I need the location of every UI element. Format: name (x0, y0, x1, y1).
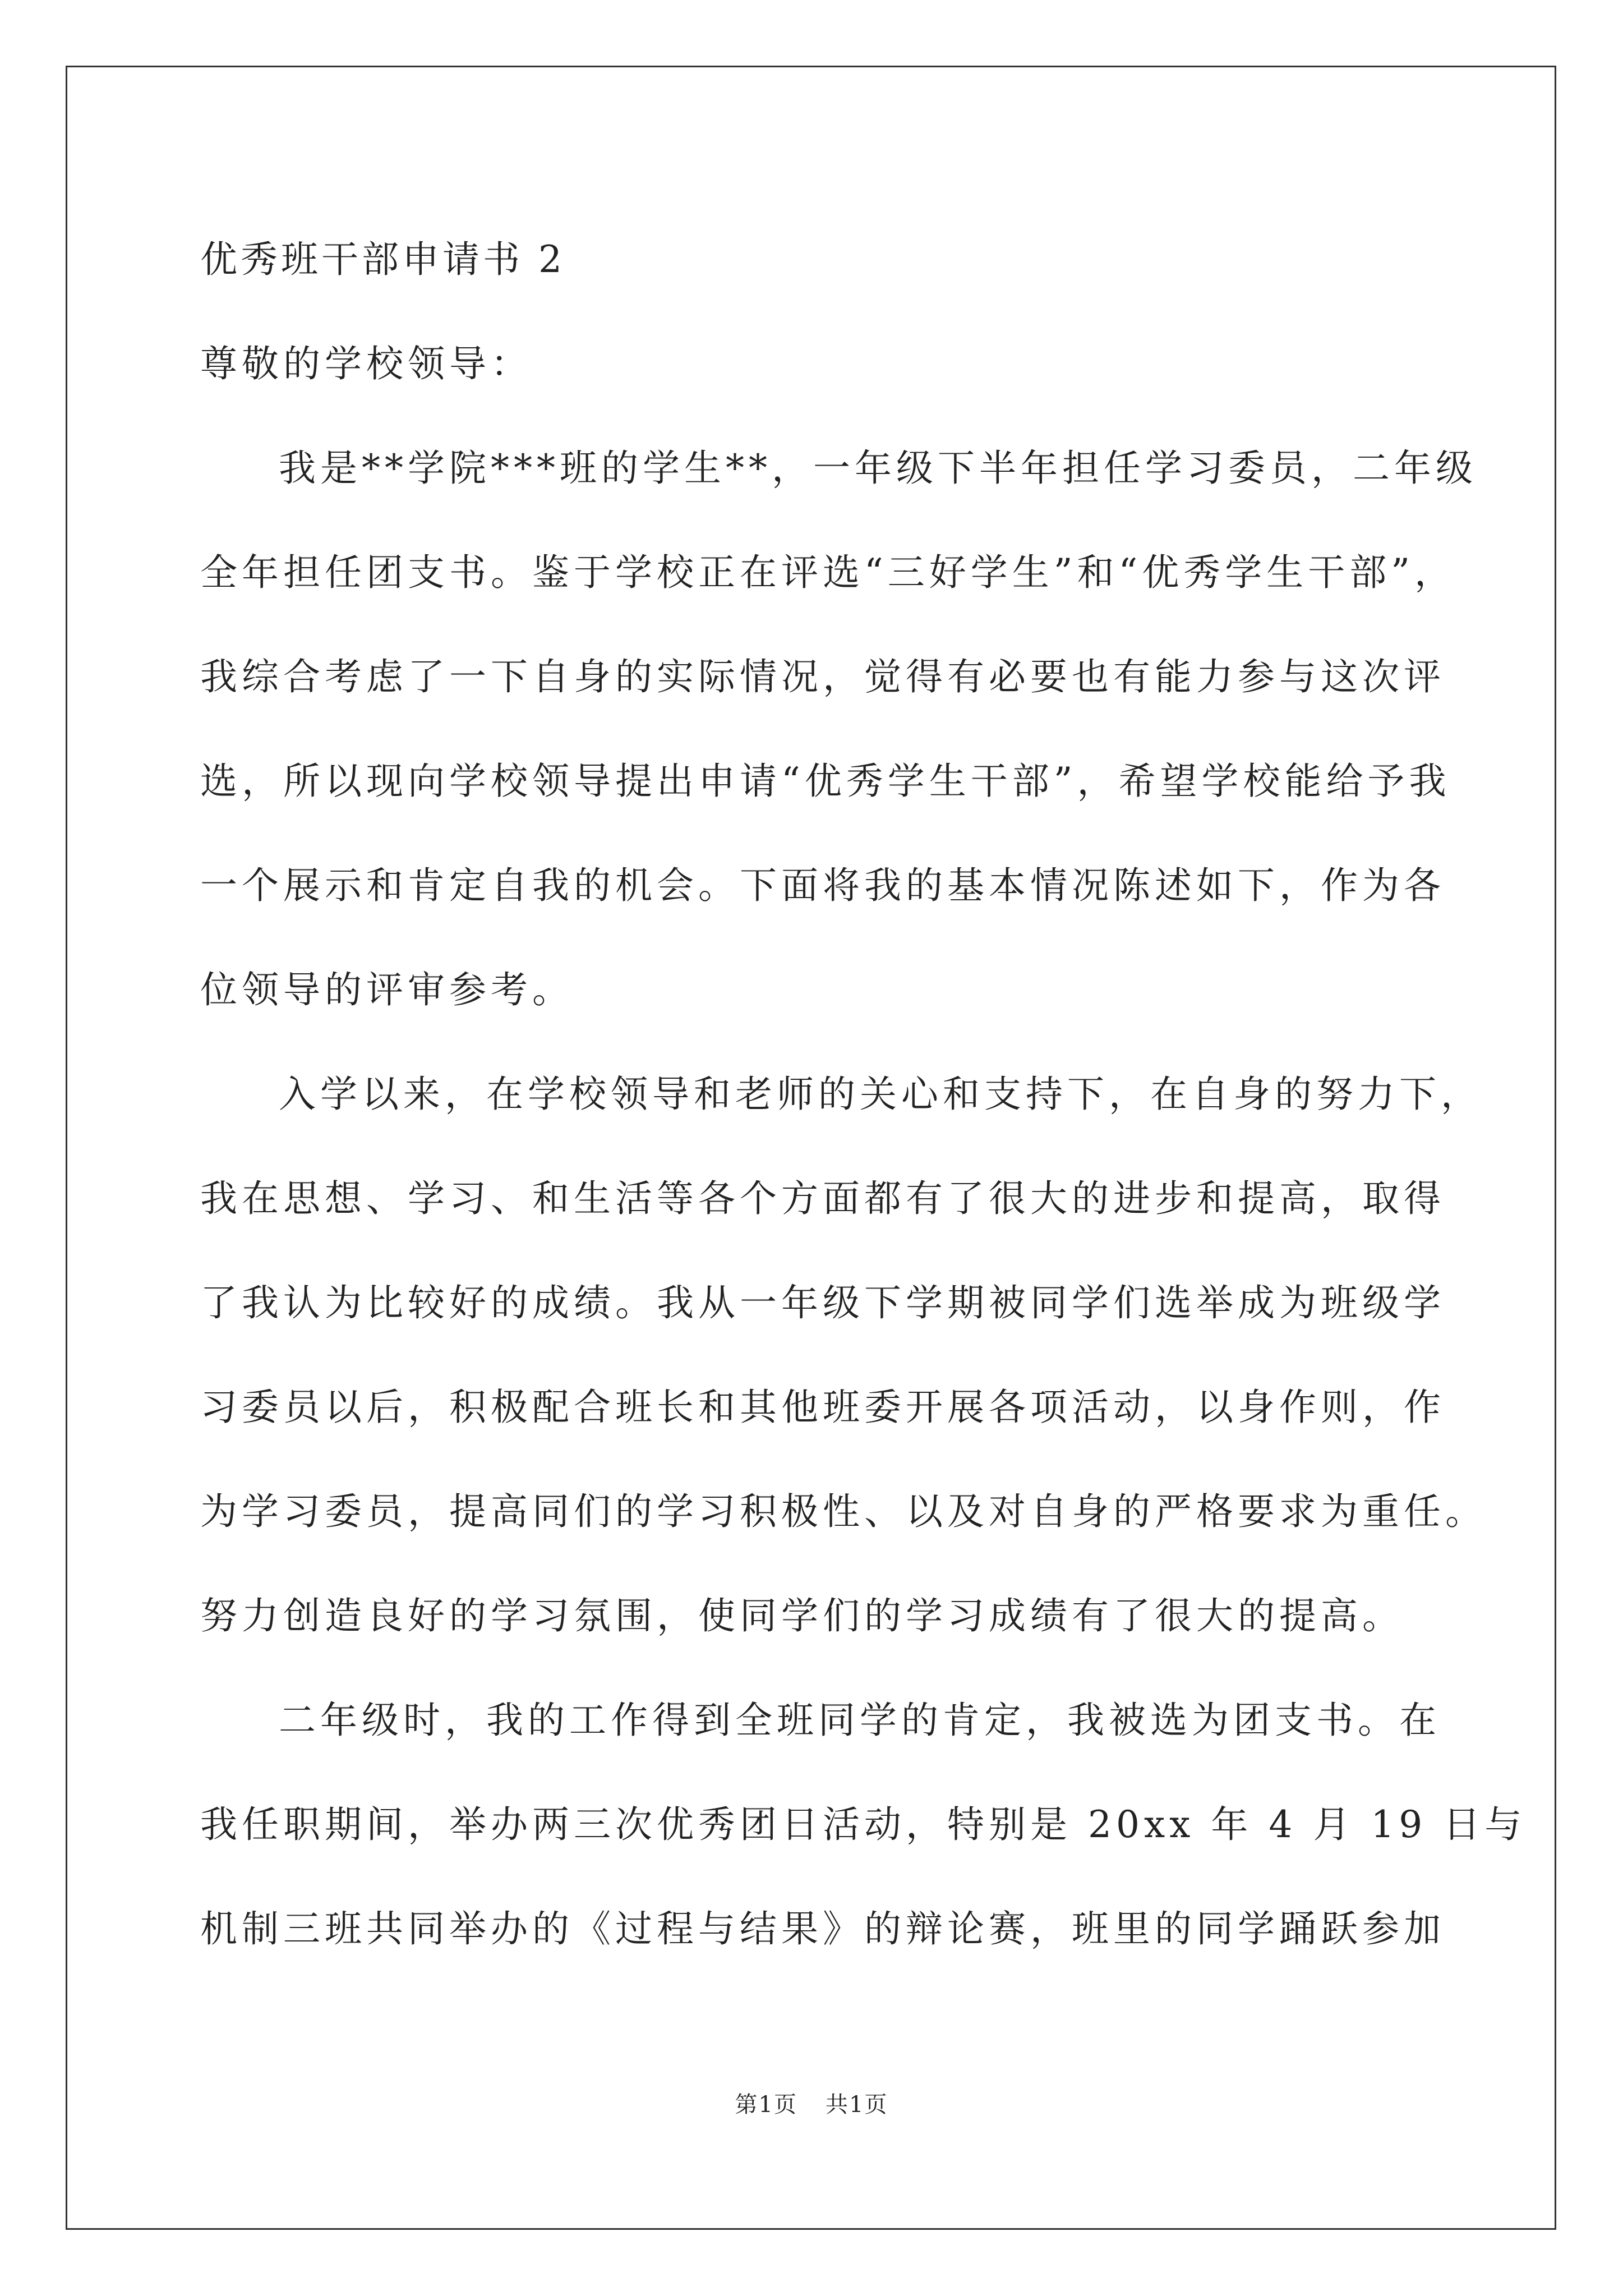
paragraph-line: 了我认为比较好的成绩。我从一年级下学期被同学们选举成为班级学 (200, 1281, 1445, 1324)
paragraph-line: 位领导的评审参考。 (200, 968, 574, 1011)
paragraph-line: 为学习委员，提高同们的学习积极性、以及对自身的严格要求为重任。 (200, 1490, 1487, 1533)
document-title: 优秀班干部申请书 2 (200, 238, 565, 281)
paragraph-line: 一个展示和肯定自我的机会。下面将我的基本情况陈述如下，作为各 (200, 864, 1445, 907)
page-number: 第1页 (735, 2092, 797, 2118)
paragraph-line: 努力创造良好的学习氛围，使同学们的学习成绩有了很大的提高。 (200, 1594, 1404, 1637)
paragraph-line: 二年级时，我的工作得到全班同学的肯定，我被选为团支书。在 (279, 1699, 1441, 1742)
paragraph-line: 我在思想、学习、和生活等各个方面都有了很大的进步和提高，取得 (200, 1177, 1445, 1220)
paragraph-line: 我综合考虑了一下自身的实际情况，觉得有必要也有能力参与这次评 (200, 655, 1445, 698)
page-total: 共1页 (826, 2092, 888, 2118)
paragraph-line: 我是**学院***班的学生**，一年级下半年担任学习委员，二年级 (279, 447, 1477, 490)
page-footer (0, 2087, 1623, 2119)
paragraph-line: 我任职期间，举办两三次优秀团日活动，特别是 20xx 年 4 月 19 日与 (200, 1803, 1527, 1846)
salutation: 尊敬的学校领导： (200, 342, 532, 385)
document-body (200, 208, 1527, 1981)
paragraph-line: 入学以来，在学校领导和老师的关心和支持下，在自身的努力下， (279, 1073, 1482, 1116)
paragraph-line: 习委员以后，积极配合班长和其他班委开展各项活动，以身作则，作 (200, 1386, 1445, 1429)
paragraph-line: 机制三班共同举办的《过程与结果》的辩论赛，班里的同学踊跃参加 (200, 1907, 1445, 1950)
paragraph-line: 选，所以现向学校领导提出申请“优秀学生干部”，希望学校能给予我 (200, 760, 1451, 803)
paragraph-line: 全年担任团支书。鉴于学校正在评选“三好学生”和“优秀学生干部”， (200, 551, 1456, 594)
